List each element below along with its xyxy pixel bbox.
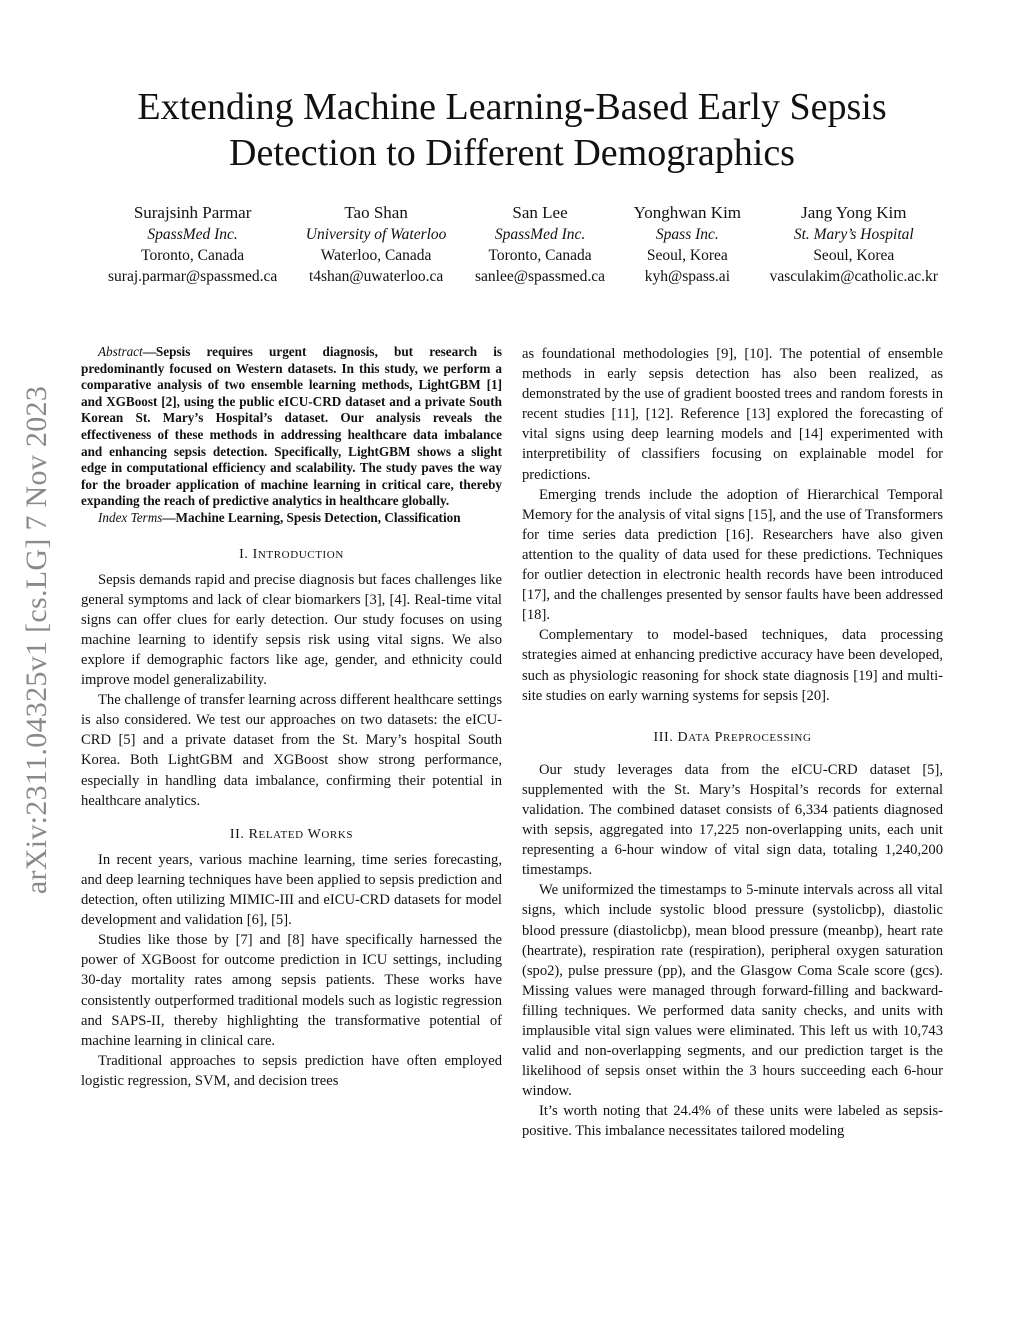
abstract [81,344,502,510]
paragraph: Sepsis demands rapid and precise diagnosis but faces challenges like general symptoms and lack of clear biomarkers [3], [4]. Real-time vital signs can offer clues for early detection. Our study focuses on using machine learning to identify sepsis risk using vital signs. We also explore if demographic factors like age, gender, and ethnicity could improve model generalizability. [81,571,502,689]
author-name: Tao Shan [344,203,408,222]
author-location: Seoul, Korea [646,247,728,264]
section-heading-related-works: II. RELATED WORKS [229,826,354,842]
paragraph: Studies like those by [7] and [8] have specifically harnessed the power of XGBoost for outcome prediction in ICU settings, including 30-day mortality rates among sepsis patients. These works have consistently outperformed traditional models such as logistic regression and SAPS-II, thereby highlighting the transformative potential of machine learning in clinical care. [81,932,502,1049]
author-affiliation: SpassMed Inc. [147,226,238,243]
paragraph: The challenge of transfer learning across different healthcare settings is also considered. We test our approaches on two datasets: the eICU-CRD [5] and a private dataset from the St. Mary’s hospital South Korea. Both LightGBM and XGBoost show strong performance, especially in handling data imbalance, confirming their potential in healthcare analytics. [81,692,502,809]
paragraph: Emerging trends include the adoption of Hierarchical Temporal Memory for the analysis of vital signs [15], and the use of Transformers for time series data prediction [16]. Researchers have also given attention to the quality of data used for these predictions. Techniques for outlier detection in electronic health records have been introduced [17], and the challenges presented by sensor faults have been addressed [18]. [522,486,943,624]
abstract-label: Abstract [98,344,143,359]
author-location: Toronto, Canada [488,247,592,264]
section-heading-introduction: I. INTRODUCTION [239,546,344,562]
author-affiliation: SpassMed Inc. [494,226,586,243]
section-heading-data-preprocessing: III. DATA PREPROCESSING [653,729,812,745]
left-column [81,344,502,1091]
author-name: Jang Yong Kim [801,203,907,222]
abstract-text: —Sepsis requires urgent diagnosis, but research is predominantly focused on Western datasets. In this study, we perform a comparative analysis of two ensemble learning methods, LightGBM [1] and XGBoost [2], using the public eICU-CRD dataset and a private South Korean St. Mary’s Hospital’s dataset. Our analysis reveals the effectiveness of these methods in addressing healthcare data imbalance and enhancing sepsis detection. Specifically, LightGBM shows a slight edge in computational efficiency and scalability. The study paves the way for the broader application of machine learning in critical care, thereby expanding the reach of predictive analytics in healthcare globally. [81,344,502,509]
arxiv-identifier [2,350,72,930]
arxiv-identifier-text: arXiv:2311.04325v1 [cs.LG] 7 Nov 2023 [20,385,53,895]
author-block [306,202,447,287]
title-line-2: Detection to Different Demographics [229,132,795,174]
right-column [522,344,943,1142]
paragraph: Our study leverages data from the eICU-CRD dataset [5], supplemented with the St. Mary’s Hospital’s records for external validation. The combined dataset consists of 6,334 patients diagnosed with sepsis, aggregated into 17,225 non-overlapping units, each unit representing a 6-hour window of vital sign data, totaling 1,240,200 timestamps. [522,761,943,879]
paragraph: Complementary to model-based techniques, data processing strategies aimed at enhancing predictive accuracy have been developed, such as physiologic reasoning for shock state diagnosis [19] and multi-site studies on early warning systems for sepsis [20]. [522,627,943,704]
paragraph: It’s worth noting that 24.4% of these units were labeled as sepsis-positive. This imbalance necessitates tailored modeling [522,1103,943,1140]
paragraph: In recent years, various machine learning, time series forecasting, and deep learning techniques have been applied to sepsis prediction and detection, often utilizing MIMIC-III and eICU-CRD datasets for model development and validation [6], [5]. [81,851,502,929]
paragraph: Traditional approaches to sepsis prediction have often employed logistic regression, SVM, and decision trees [81,1052,502,1089]
author-email: sanlee@spassmed.ca [475,268,606,285]
author-block [770,202,938,287]
author-email: suraj.parmar@spassmed.ca [108,268,278,285]
paragraph: as foundational methodologies [9], [10]. The potential of ensemble methods in early sepsis detection has also been realized, as demonstrated by the use of gradient boosted trees and random forests in recent studies [11], [12]. Reference [13] explored the forecasting of vital signs using deep learning models and [14] experimented with interpretibility of classifiers focusing on explainable model for predictions. [522,346,943,483]
author-name: Surajsinh Parmar [133,203,252,222]
author-block [475,202,605,287]
author-location: Toronto, Canada [141,247,245,264]
paragraph: We uniformized the timestamps to 5-minute intervals across all vital signs, which include systolic blood pressure (systolicbp), diastolic blood pressure (diastolicbp), mean blood pressure (meanbp), heart rate (heartrate), respiration rate (respiration), peripheral oxygen saturation (spo2), pulse pressure (pp), and the Glasgow Coma Scale score (gcs). Missing values were managed through forward-filling and backward-filling techniques. We performed data sanity checks, and units with implausible vital sign values were eliminated. This left us with 10,743 valid and non-overlapping segments, and our prediction target is the likelihood of sepsis onset within the 3 hours succeeding each 6-hour window. [522,882,943,1100]
author-block [634,202,741,287]
author-block [108,202,277,287]
author-affiliation: Spass Inc. [655,226,719,243]
author-affiliation: St. Mary’s Hospital [793,226,914,243]
author-email: t4shan@uwaterloo.ca [308,268,444,285]
index-terms [81,510,502,527]
author-name: San Lee [512,203,568,222]
index-terms-text: —Machine Learning, Spesis Detection, Classification [162,509,461,525]
author-email: vasculakim@catholic.ac.kr [769,268,938,285]
author-list [108,202,938,287]
paper-title [80,84,944,176]
author-location: Waterloo, Canada [320,247,432,264]
section-heading-text: DATA PREPROCESSING [677,729,812,745]
author-name: Yonghwan Kim [633,203,742,222]
title-line-1: Extending Machine Learning-Based Early Sepsis [137,86,887,128]
author-location: Seoul, Korea [813,247,895,264]
author-email: kyh@spass.ai [644,268,730,285]
index-terms-label: Index Terms [98,509,163,525]
section-heading-text: INTRODUCTION [252,546,344,562]
author-affiliation: University of Waterloo [305,226,447,243]
section-heading-text: RELATED WORKS [248,826,354,842]
